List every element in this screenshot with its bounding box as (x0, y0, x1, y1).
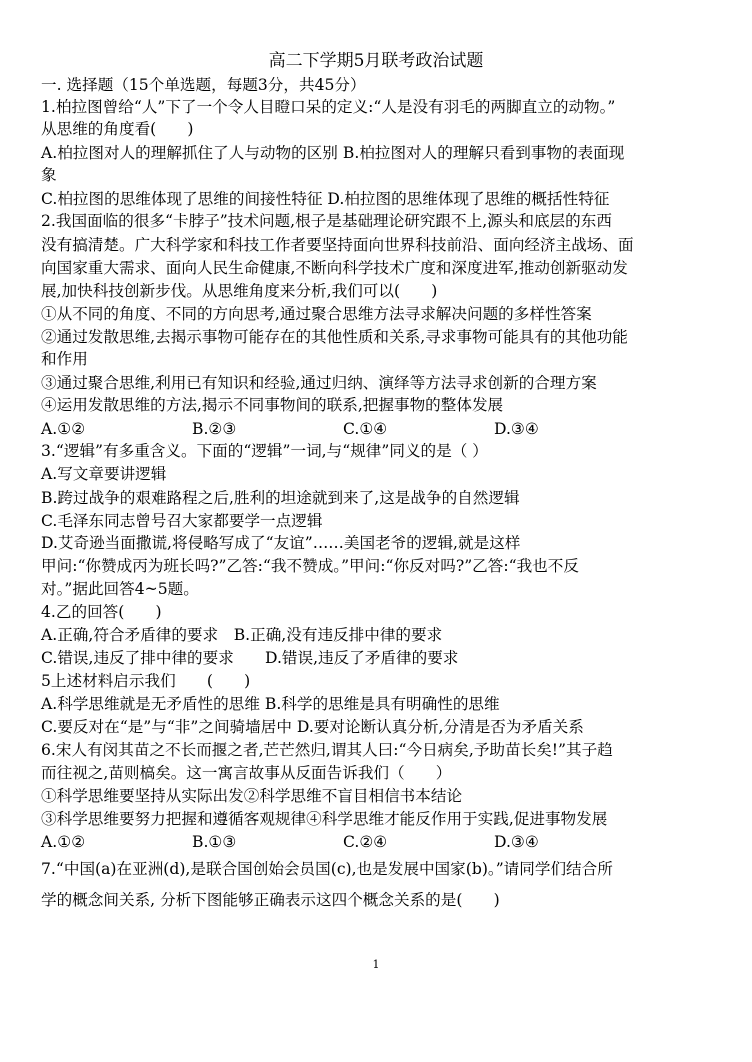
q2-option-d: D.③④ (494, 420, 539, 438)
q6-option-c: C.②④ (343, 833, 388, 851)
material-line2: 对。”据此回答4~5题。 (41, 580, 199, 598)
q3-option-c: C.毛泽东同志曾号召大家都要学一点逻辑 (41, 512, 323, 530)
section-heading: 一. 选择题（15个单选题，每题3分，共45分） (41, 76, 366, 94)
q2-option-a: A.①② (41, 420, 86, 438)
q2-statement-4: ④运用发散思维的方法,揭示不同事物间的联系,把握事物的整体发展 (41, 396, 504, 414)
q1-option-ab-cont: 象 (41, 166, 57, 184)
q7-stem-line2: 学的概念间关系, 分析下图能够正确表示这四个概念关系的是( ) (41, 891, 500, 909)
page-number: 1 (372, 958, 380, 971)
q6-statements-34: ③科学思维要努力把握和遵循客观规律④科学思维才能反作用于实践,促进事物发展 (41, 810, 608, 828)
material-line1: 甲问:“你赞成丙为班长吗?”乙答:“我不赞成。”甲问:“你反对吗?”乙答:“我也不反 (41, 557, 579, 575)
q2-statement-3: ③通过聚合思维,利用已有知识和经验,通过归纳、演绎等方法寻求创新的合理方案 (41, 374, 597, 392)
q2-stem-line4: 展,加快科技创新步伐。从思维角度来分析,我们可以( ) (41, 282, 438, 300)
q3-option-d: D.艾奇逊当面撒谎,将侵略写成了“友谊”……美国老爷的逻辑,就是这样 (41, 534, 521, 552)
q6-statements-12: ①科学思维要坚持从实际出发②科学思维不盲目相信书本结论 (41, 787, 463, 805)
q6-stem-line2: 而往视之,苗则槁矣。这一寓言故事从反面告诉我们（ ） (41, 764, 452, 782)
q4-stem: 4.乙的回答( ) (41, 603, 162, 621)
q2-statement-2: ②通过发散思维,去揭示事物可能存在的其他性质和关系,寻求事物可能具有的其他功能 (41, 328, 628, 346)
q5-stem: 5上述材料启示我们 ( ) (41, 672, 251, 690)
q1-option-cd: C.柏拉图的思维体现了思维的间接性特征 D.柏拉图的思维体现了思维的概括性特征 (41, 190, 610, 208)
q1-stem-line2: 从思维的角度看( ) (41, 120, 194, 138)
q2-option-b: B.②③ (192, 420, 237, 438)
q6-option-a: A.①② (41, 833, 86, 851)
q2-statement-1: ①从不同的角度、不同的方向思考,通过聚合思维方法寻求解决问题的多样性答案 (41, 305, 592, 323)
q2-stem-line2: 没有搞清楚。广大科学家和科技工作者要坚持面向世界科技前沿、面向经济主战场、面 (41, 236, 634, 254)
q3-stem: 3.“逻辑”有多重含义。下面的“逻辑”一词,与“规律”同义的是（ ） (41, 442, 488, 460)
q3-option-a: A.写文章要讲逻辑 (41, 465, 167, 483)
q6-stem-line1: 6.宋人有闵其苗之不长而揠之者,芒芒然归,谓其人曰:“今日病矣,予助苗长矣!”其子趋 (41, 741, 613, 759)
q1-stem-line1: 1.柏拉图曾给“人”下了一个令人目瞪口呆的定义:“人是没有羽毛的两脚直立的动物。” (41, 98, 616, 116)
q6-option-d: D.③④ (494, 833, 539, 851)
q5-option-ab: A.科学思维就是无矛盾性的思维 B.科学的思维是具有明确性的思维 (41, 695, 500, 713)
q4-option-cd: C.错误,违反了排中律的要求 D.错误,违反了矛盾律的要求 (41, 649, 459, 667)
q2-stem-line3: 向国家重大需求、面向人民生命健康,不断向科学技术广度和深度进军,推动创新驱动发 (41, 259, 628, 277)
q2-statement-2-cont: 和作用 (41, 350, 88, 368)
q7-stem-line1: 7.“中国(a)在亚洲(d),是联合国创始会员国(c),也是发展中国家(b)。”请同学们结合所 (41, 860, 613, 878)
page-title: 高二下学期5月联考政治试题 (268, 51, 484, 71)
q3-option-b: B.跨过战争的艰难路程之后,胜利的坦途就到来了,这是战争的自然逻辑 (41, 489, 520, 507)
q1-option-ab: A.柏拉图对人的理解抓住了人与动物的区别 B.柏拉图对人的理解只看到事物的表面现 (41, 144, 625, 162)
q6-option-b: B.①③ (192, 833, 237, 851)
q2-option-c: C.①④ (343, 420, 388, 438)
q4-option-ab: A.正确,符合矛盾律的要求 B.正确,没有违反排中律的要求 (41, 626, 443, 644)
q5-option-cd: C.要反对在“是”与“非”之间骑墙居中 D.要对论断认真分析,分清是否为矛盾关系 (41, 718, 584, 736)
q2-stem-line1: 2.我国面临的很多“卡脖子”技术问题,根子是基础理论研究跟不上,源头和底层的东西 (41, 212, 612, 230)
